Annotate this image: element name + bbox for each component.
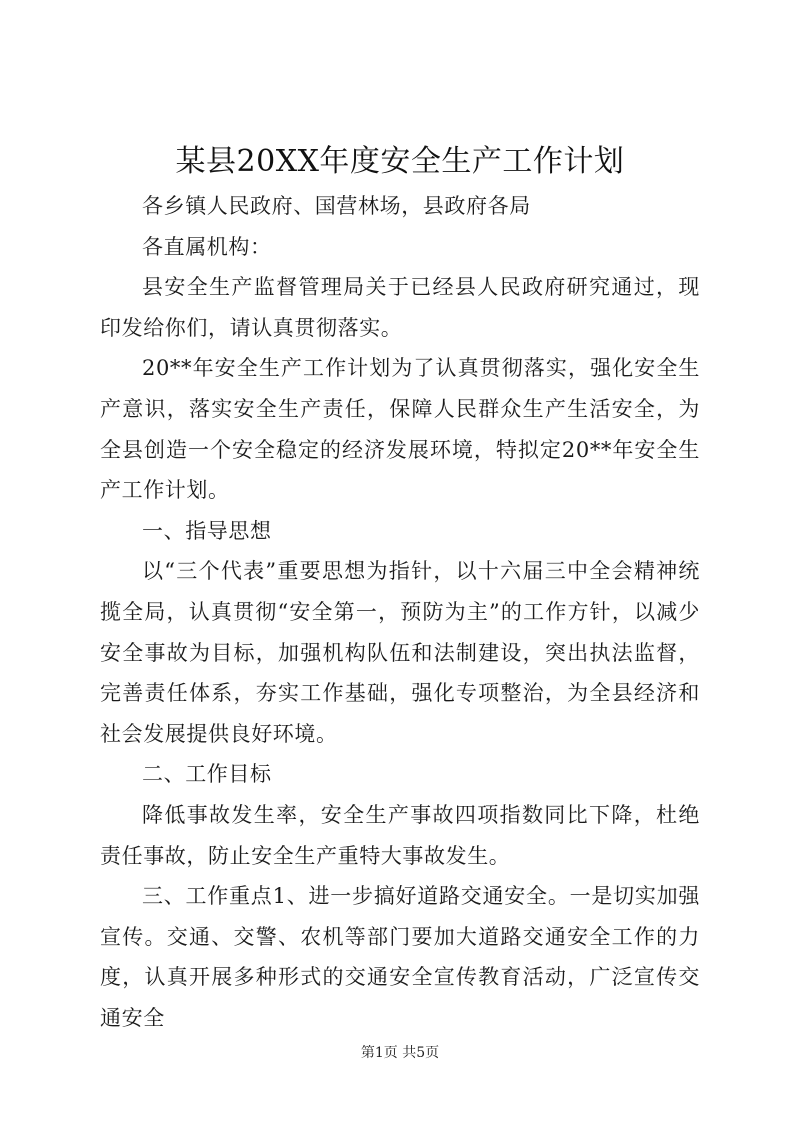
paragraph-purpose: 20**年安全生产工作计划为了认真贯彻落实，强化安全生产意识，落实安全生产责任，保障人民群众生产生活安全，为全县创造一个安全稳定的经济发展环境，特拟定20**年安全生产工作计划。 (100, 356, 700, 503)
paragraph-addressee-cont: 各直属机构： (142, 234, 272, 259)
paragraph-guiding-thought: 以“三个代表”重要思想为指针，以十六届三中全会精神统揽全局，认真贯彻“安全第一，预防为主”的工作方针，以减少安全事故为目标，加强机构队伍和法制建设，突出执法监督，完善责任体系，夯实工作基础，强化专项整治，为全县经济和社会发展提供良好环境。 (100, 559, 700, 746)
section-heading-work-goals: 二、工作目标 (142, 762, 272, 787)
document-title: 某县20XX年度安全生产工作计划 (175, 144, 625, 179)
paragraph-addressee: 各乡镇人民政府、国营林场，县政府各局 (142, 194, 531, 218)
section-heading-guiding-thought: 一、指导思想 (142, 518, 272, 543)
paragraph-intro: 县安全生产监督管理局关于已经县人民政府研究通过，现印发给你们，请认真贯彻落实。 (100, 275, 700, 340)
document-body (100, 186, 700, 1038)
paragraph-work-goals: 降低事故发生率，安全生产事故四项指数同比下降，杜绝责任事故，防止安全生产重特大事故发生。 (100, 802, 700, 868)
page-number-footer: 第1页 共5页 (360, 1045, 440, 1061)
paragraph-work-focus: 三、工作重点1、进一步搞好道路交通安全。一是切实加强宣传。交通、交警、农机等部门要加大道路交通安全工作的力度，认真开展多种形式的交通安全宣传教育活动，广泛宣传交通安全 (100, 884, 700, 1030)
